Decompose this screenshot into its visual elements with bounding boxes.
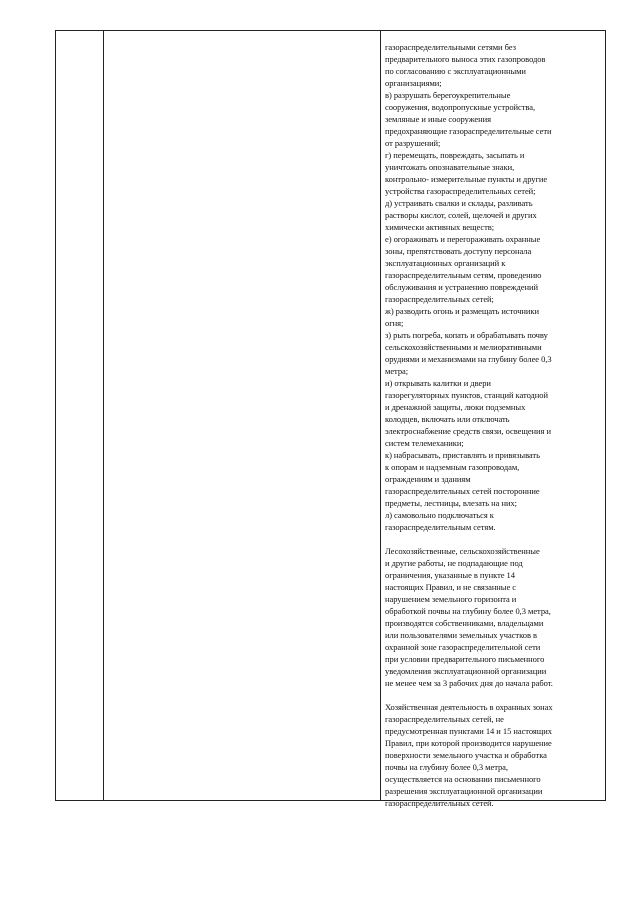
text-line: д) устраивать свалки и склады, разливать xyxy=(385,198,533,208)
text-line: по согласованию с эксплуатационными xyxy=(385,66,526,76)
text-line: почвы на глубину более 0,3 метра, xyxy=(385,762,508,772)
text-line: газораспределительным сетям. xyxy=(385,522,496,532)
text-line: в) разрушать берегоукрепительные xyxy=(385,90,511,100)
text-line: з) рыть погреба, копать и обрабатывать почву xyxy=(385,330,548,340)
text-line: Хозяйственная деятельность в охранных зонах xyxy=(385,702,553,712)
text-line: л) самовольно подключаться к xyxy=(385,510,494,520)
column-divider-2 xyxy=(380,31,381,800)
text-line: настоящих Правил, и не связанные с xyxy=(385,582,516,592)
text-line: Правил, при которой производится нарушение xyxy=(385,738,552,748)
text-line: охранной зоне газораспределительной сети xyxy=(385,642,541,652)
text-line: предварительного выноса этих газопроводов xyxy=(385,54,546,64)
text-line: от разрушений; xyxy=(385,138,441,148)
text-line: газораспределительными сетями без xyxy=(385,42,516,52)
text-line: разрешения эксплуатационной организации xyxy=(385,786,543,796)
text-line: земляные и иные сооружения xyxy=(385,114,491,124)
text-line: нарушением земельного горизонта и xyxy=(385,594,517,604)
text-line: контрольно- измерительные пункты и другие xyxy=(385,174,548,184)
text-line: устройства газораспределительных сетей; xyxy=(385,186,536,196)
text-line: предметы, лестницы, влезать на них; xyxy=(385,498,517,508)
text-line: колодцев, включать или отключать xyxy=(385,414,510,424)
text-line: огня; xyxy=(385,318,404,328)
text-line: Лесохозяйственные, сельскохозяйственные xyxy=(385,546,540,556)
text-line: орудиями и механизмами на глубину более 0,3 xyxy=(385,354,552,364)
text-line: уведомления эксплуатационной организации xyxy=(385,666,547,676)
text-line: предусмотренная пунктами 14 и 15 настоящих xyxy=(385,726,552,736)
text-line: производятся собственниками, владельцами xyxy=(385,618,544,628)
text-line: поверхности земельного участка и обработка xyxy=(385,750,547,760)
text-line: к) набрасывать, приставлять и привязывать xyxy=(385,450,540,460)
text-line: сельскохозяйственными и мелиоративными xyxy=(385,342,542,352)
requirements-text-cell xyxy=(385,41,601,809)
paragraph-spacer xyxy=(385,533,601,545)
text-line: е) огораживать и перегораживать охранные xyxy=(385,234,541,244)
document-table xyxy=(55,30,606,808)
text-line: осуществляется на основании письменного xyxy=(385,774,541,784)
text-line: зоны, препятствовать доступу персонала xyxy=(385,246,532,256)
paragraph-prohibitions xyxy=(385,41,601,533)
text-line: обслуживания и устранению повреждений xyxy=(385,282,538,292)
text-line: не менее чем за 3 рабочих дня до начала работ. xyxy=(385,678,553,688)
text-line: газорегуляторных пунктов, станций катодной xyxy=(385,390,548,400)
text-line: газораспределительных сетей, не xyxy=(385,714,504,724)
text-line: электроснабжение средств связи, освещения и xyxy=(385,426,551,436)
text-line: систем телемеханики; xyxy=(385,438,464,448)
text-line: эксплуатационных организаций к xyxy=(385,258,506,268)
text-line: ограничения, указанные в пункте 14 xyxy=(385,570,515,580)
text-line: растворы кислот, солей, щелочей и других xyxy=(385,210,537,220)
text-line: ж) разводить огонь и размещать источники xyxy=(385,306,539,316)
text-line: метра; xyxy=(385,366,409,376)
text-line: химически активных веществ; xyxy=(385,222,495,232)
text-line: предохраняющие газораспределительные сети xyxy=(385,126,552,136)
text-line: уничтожать опознавательные знаки, xyxy=(385,162,515,172)
text-line: организациями; xyxy=(385,78,442,88)
text-line: к опорам и надземным газопроводам, xyxy=(385,462,520,472)
text-line: обработкой почвы на глубину более 0,3 метра, xyxy=(385,606,551,616)
paragraph-forestry-agriculture-works xyxy=(385,545,601,689)
text-line: сооружения, водопропускные устройства, xyxy=(385,102,536,112)
text-line: ограждениям и зданиям xyxy=(385,474,471,484)
text-line: и дренажной защиты, люки подземных xyxy=(385,402,526,412)
text-line: при условии предварительного письменного xyxy=(385,654,545,664)
paragraph-spacer xyxy=(385,689,601,701)
column-divider-1 xyxy=(103,31,104,800)
text-line: газораспределительных сетей посторонние xyxy=(385,486,540,496)
text-line: г) перемещать, повреждать, засыпать и xyxy=(385,150,525,160)
text-line: и) открывать калитки и двери xyxy=(385,378,491,388)
text-line: газораспределительных сетей. xyxy=(385,798,494,808)
paragraph-economic-activity xyxy=(385,701,601,809)
text-line: газораспределительным сетям, проведению xyxy=(385,270,542,280)
text-line: газораспределительных сетей; xyxy=(385,294,494,304)
text-line: и другие работы, не подпадающие под xyxy=(385,558,523,568)
text-line: или пользователями земельных участков в xyxy=(385,630,537,640)
